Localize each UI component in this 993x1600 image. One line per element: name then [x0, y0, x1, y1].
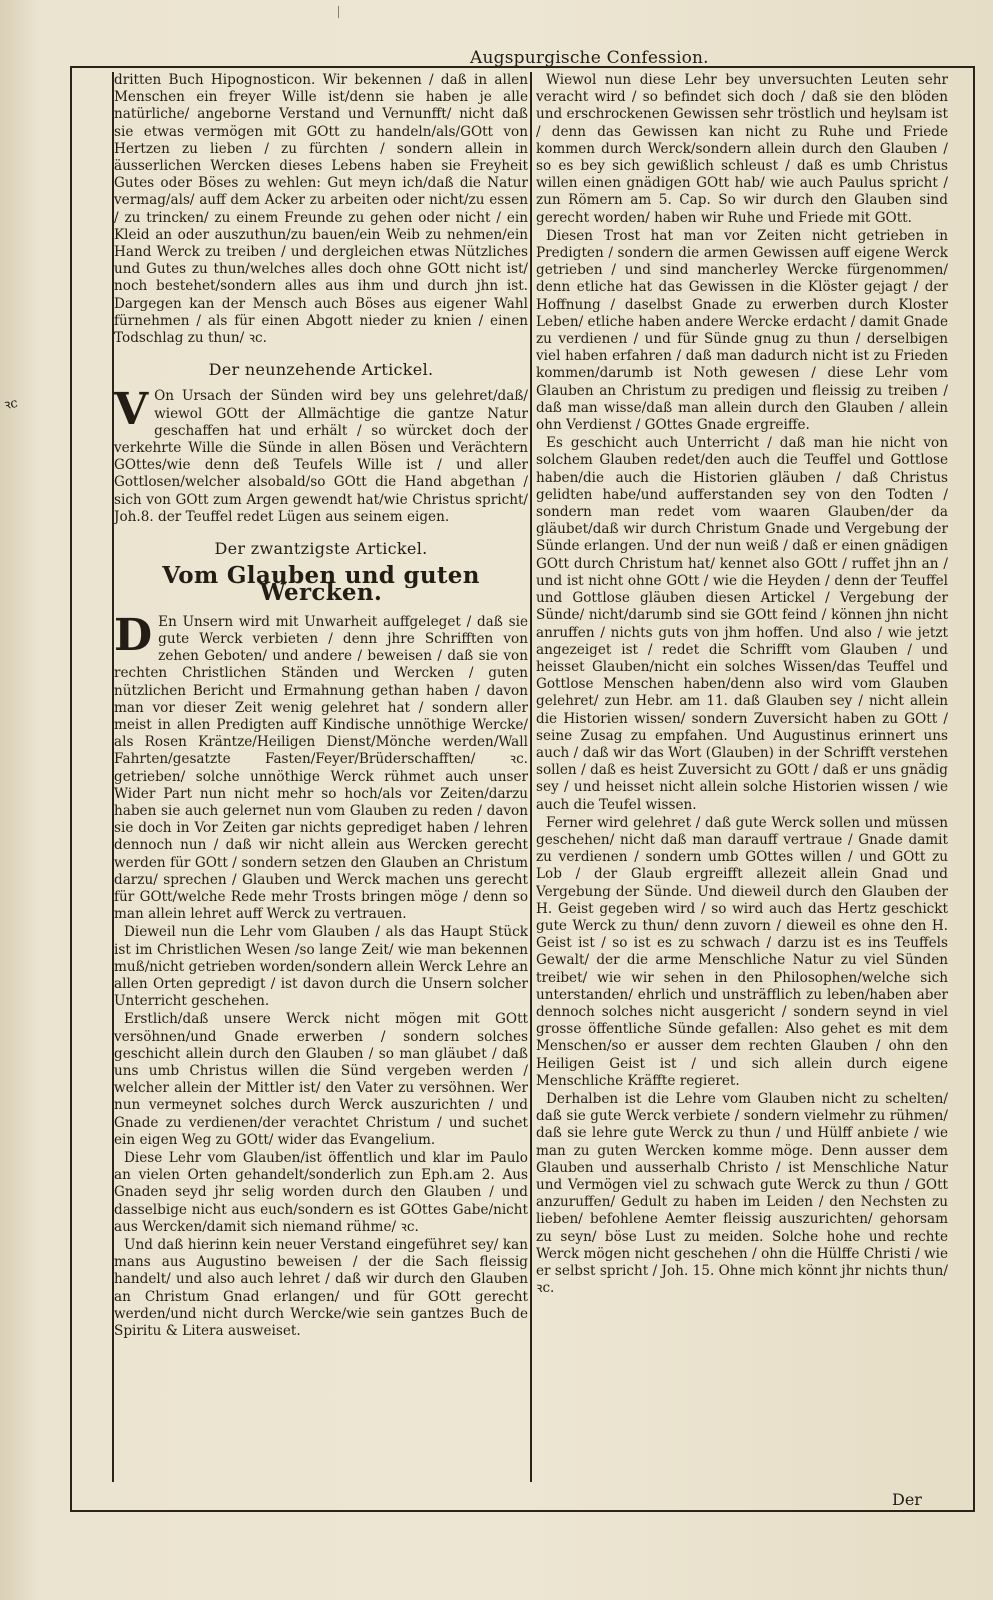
running-header: Augspurgische Confession.: [470, 48, 709, 68]
left-column: [114, 72, 528, 1482]
title-article-20: Vom Glauben und guten Wercken.: [162, 562, 480, 607]
paragraph-article-20-2: Dieweil nun die Lehr vom Glauben / als das Haupt Stück ist im Christlichen Wesen /so lange Zeit/ wie man bekennen muß/nicht getrieben worden/sondern allein Werck Lehre an allen Orten gepredigt / ist davon durch die Unsern solcher Unterricht geschehen.: [114, 924, 528, 1010]
margin-mark: ꝛc: [3, 395, 19, 414]
paragraph-right-5: Derhalben ist die Lehre vom Glauben nicht zu schelten/ daß sie gute Werck verbiete / sondern vielmehr zu rühmen/ daß sie lehre gute Werck zu thun / und Hülff anbiete / wie man zu guten Wercken komme möge. Denn ausser dem Glauben und ausserhalb Christo / ist Menschliche Natur und Vermögen viel zu schwach gute Werck zu thun / GOtt anzuruffen/ Gedult zu haben im Leiden / den Nechsten zu lieben/ befohlene Aemter fleissig auszurichten/ gehorsam zu seyn/ böse Lust zu meiden. Solche hohe und rechte Werck mögen nicht geschehen / ohn die Hülffe Christi / wie er selbst spricht / Joh. 15. Ohne mich könnt jhr nichts thun/ ꝛc.: [536, 1090, 948, 1297]
paragraph-article-20-3: Erstlich/daß unsere Werck nicht mögen mit GOtt versöhnen/und Gnade erwerben / sondern solches geschicht allein durch den Glauben / so man gläubet / daß uns umb Christus willen die Sünd vergeben werden / welcher allein der Mittler ist/ den Vater zu versöhnen. Wer nun vermeynet solches durch Werck auszurichten / und Gnade zu verdienen/der verachtet Christum / und suchet ein eigen Weg zu GOtt/ wider das Evangelium.: [114, 1011, 528, 1148]
column-divider: [530, 72, 532, 1482]
article-19-text: On Ursach der Sünden wird bey uns gelehret/daß/ wiewol GOtt der Allmächtige die gantze Natur geschaffen hat und erhält / so würcket doch der verkehrte Wille die Sünde in allen Bösen und Verächtern GOttes/wie denn deß Teufels Wille ist / und aller Gottlosen/welcher alsobald/so GOtt die Hand abgethan / sich von GOtt zum Argen gewendt hat/wie Christus spricht/ Joh.8. der Teuffel redet Lügen aus seinem eigen.: [114, 388, 528, 525]
paragraph-article-20-5: Und daß hierinn kein neuer Verstand eingeführet sey/ kan mans aus Augustino beweisen / der die Sach fleissig handelt/ und also auch lehret / daß wir durch den Glauben an Christum Gnad erlangen/ und für GOtt gerecht werden/und nicht durch Wercke/wie sein gantzes Buch de Spiritu & Litera ausweiset.: [114, 1237, 528, 1340]
paragraph-right-3: Es geschicht auch Unterricht / daß man hie nicht von solchem Glauben redet/den auch die Teuffel und Gottlose haben/die auch die Historien gläuben / daß Christus gelidten habe/und aufferstanden sey von den Todten / sondern man redet vom waaren Glauben/der da gläubet/daß wir durch Christum Gnade und Vergebung der Sünde erlangen. Und der nun weiß / daß er einen gnädigen GOtt durch Christum hat/ kennet also GOtt / ruffet jhn an / und ist nicht ohne GOtt / wie die Heyden / denn der Teuffel und Gottlose gläuben diesen Artickel / Vergebung der Sünde/ nicht/darumb sind sie GOtt feind / können jhn nicht anruffen / nichts guts von jhm hoffen. Und also / wie jetzt angezeiget ist / redet die Schrifft vom Glauben / und heisset Glauben/nicht ein solches Wissen/das Teuffel und Gottlose Menschen haben/denn also wird vom Glauben gelehret/ zun Hebr. am 11. daß Glauben sey / nicht allein die Historien wissen/ sondern Zuversicht haben zu GOtt / seine Zusag zu empfahen. Und Augustinus erinnert uns auch / daß wir das Wort (Glauben) in der Schrifft verstehen sollen / daß es heist Zuversicht zu GOtt / daß er uns gnädig sey / und heisset nicht allein solche Historien wissen / wie auch die Teufel wissen.: [536, 435, 948, 813]
paragraph-article-19: [114, 384, 528, 526]
dropcap-v: V: [114, 384, 149, 436]
paragraph-right-2: Diesen Trost hat man vor Zeiten nicht getrieben in Predigten / sondern die armen Gewissen auff eigene Werck getrieben / und sind mancherley Wercke fürgenommen/ denn etliche hat das Gewissen in die Klöster gejagt / der Hoffnung / daselbst Gnade zu erwerben durch Kloster Leben/ etliche haben andere Wercke erdacht / damit Gnade zu verdienen / und für Sünde gnug zu thun / derselbigen viel haben erfahren / daß man dadurch nicht ist zu Frieden kommen/darumb ist Noth gewesen / diese Lehr vom Glauben an Christum zu predigen und fleissig zu treiben / daß man wisse/daß man allein durch den Glauben / allein ohn Verdienst / GOttes Gnade ergreiffe.: [536, 227, 948, 434]
paragraph-article-20-1: [114, 609, 528, 924]
paragraph-article-20-4: Diese Lehr vom Glauben/ist öffentlich und klar im Paulo an vielen Orten gehandelt/sonderlich zun Eph.am 2. Aus Gnaden seyd jhr selig worden durch den Glauben / und dasselbige nicht aus euch/sondern es ist GOttes Gabe/nicht aus Wercken/damit sich niemand rühme/ ꝛc.: [114, 1149, 528, 1235]
page-mark: [338, 6, 339, 18]
paragraph-right-1: Wiewol nun diese Lehr bey unversuchten Leuten sehr veracht wird / so befindet sich doch / daß sie den blöden und erschrockenen Gewissen sehr tröstlich und heylsam ist / denn das Gewissen kan nicht zu Ruhe und Friede kommen durch Werck/sondern allein durch den Glauben / so es bey sich gewißlich schleust / daß es umb Christus willen einen gnädigen GOtt hab/ wie auch Paulus spricht / zun Römern am 5. Cap. So wir durch den Glauben sind gerecht worden/ haben wir Ruhe und Friede mit GOtt.: [536, 72, 948, 226]
heading-article-20: Der zwantzigste Artickel.: [214, 539, 428, 559]
catchword: Der: [892, 1490, 922, 1509]
right-column: [536, 72, 948, 1482]
heading-article-19: Der neunzehende Artickel.: [208, 360, 434, 380]
article-20-text-1: En Unsern wird mit Unwarheit auffgeleget / daß sie gute Werck verbieten / denn jhre Schrifften von zehen Geboten/ und andere / beweisen / daß sie von rechten Christlichen Ständen und Wercken / guten nützlichen Bericht und Ermahnung gethan haben / davon man vor dieser Zeit wenig gelehret hat / sondern aller meist in allen Predigten auff Kindische unnöthige Wercke/ als Rosen Kräntze/Heiligen Dienst/Mönche werden/Wall Fahrten/gesatzte Fasten/Feyer/Brüderschafften/ ꝛc. getrieben/ solche unnöthige Werck rühmet auch unser Wider Part nun nicht mehr so hoch/als vor Zeiten/darzu haben sie auch gelernet nun vom Glauben zu reden / davon sie doch in Vor Zeiten gar nichts geprediget haben / lehren dennoch nun / daß wir nicht allein aus Wercken gerecht werden für GOtt / sondern setzen den Glauben an Christum darzu/ sprechen / Glauben und Werck machen uns gerecht für GOtt/welche Rede mehr Trosts bringen möge / denn so man allein lehret auff Werck zu vertrauen.: [114, 613, 528, 923]
paragraph-right-4: Ferner wird gelehret / daß gute Werck sollen und müssen geschehen/ nicht daß man darauff vertraue / Gnade damit zu verdienen / sondern umb GOttes willen / und GOtt zu Lob / der Glaub ergreifft allezeit allein Gnad und Vergebung der Sünde. Und dieweil durch den Glauben der H. Geist gegeben wird / so wird auch das Hertz geschickt gute Werck zu thun/ denn zuvorn / dieweil es ohne den H. Geist ist / so ist es zu schwach / darzu ist es ins Teuffels Gewalt/ der die arme Menschliche Natur zu viel Sünden treibet/ wie wir sehen in den Philosophen/welche sich unterstanden/ ehrlich und unsträfflich zu leben/haben aber dennoch solches nicht ausgericht / sondern seynd in viel grosse öffentliche Sünde gefallen: Also gehet es mit dem Menschen/so er ausser dem rechten Glauben / ohn den Heiligen Geist ist / und sich allein durch eigene Menschliche Kräffte regieret.: [536, 814, 948, 1089]
paragraph-intro: dritten Buch Hipognosticon. Wir bekennen / daß in allen Menschen ein freyer Wille ist/denn sie haben je alle natürliche/ angeborne Verstand und Vernunfft/ nicht daß sie etwas vermögen mit GOtt zu handeln/als/GOtt von Hertzen zu lieben / zu fürchten / sondern allein in äusserlichen Wercken dieses Lebens haben sie Freyheit Gutes oder Böses zu wehlen: Gut meyn ich/daß die Natur vermag/als/ auff dem Acker zu arbeiten oder nicht/zu essen / zu trincken/ zu einem Freunde zu gehen oder nicht / ein Kleid an oder auszuthun/zu bauen/ein Weib zu nehmen/ein Hand Werck zu treiben / und dergleichen etwas Nützliches und Gutes zu thun/welches alles doch ohne GOtt nicht ist/ noch bestehet/sondern alles aus ihm und durch jhn ist. Dargegen kan der Mensch auch Böses aus eigener Wahl fürnehmen / als für einen Abgott nieder zu knien / einen Todschlag zu thun/ ꝛc.: [114, 72, 528, 347]
dropcap-d: D: [114, 609, 153, 661]
